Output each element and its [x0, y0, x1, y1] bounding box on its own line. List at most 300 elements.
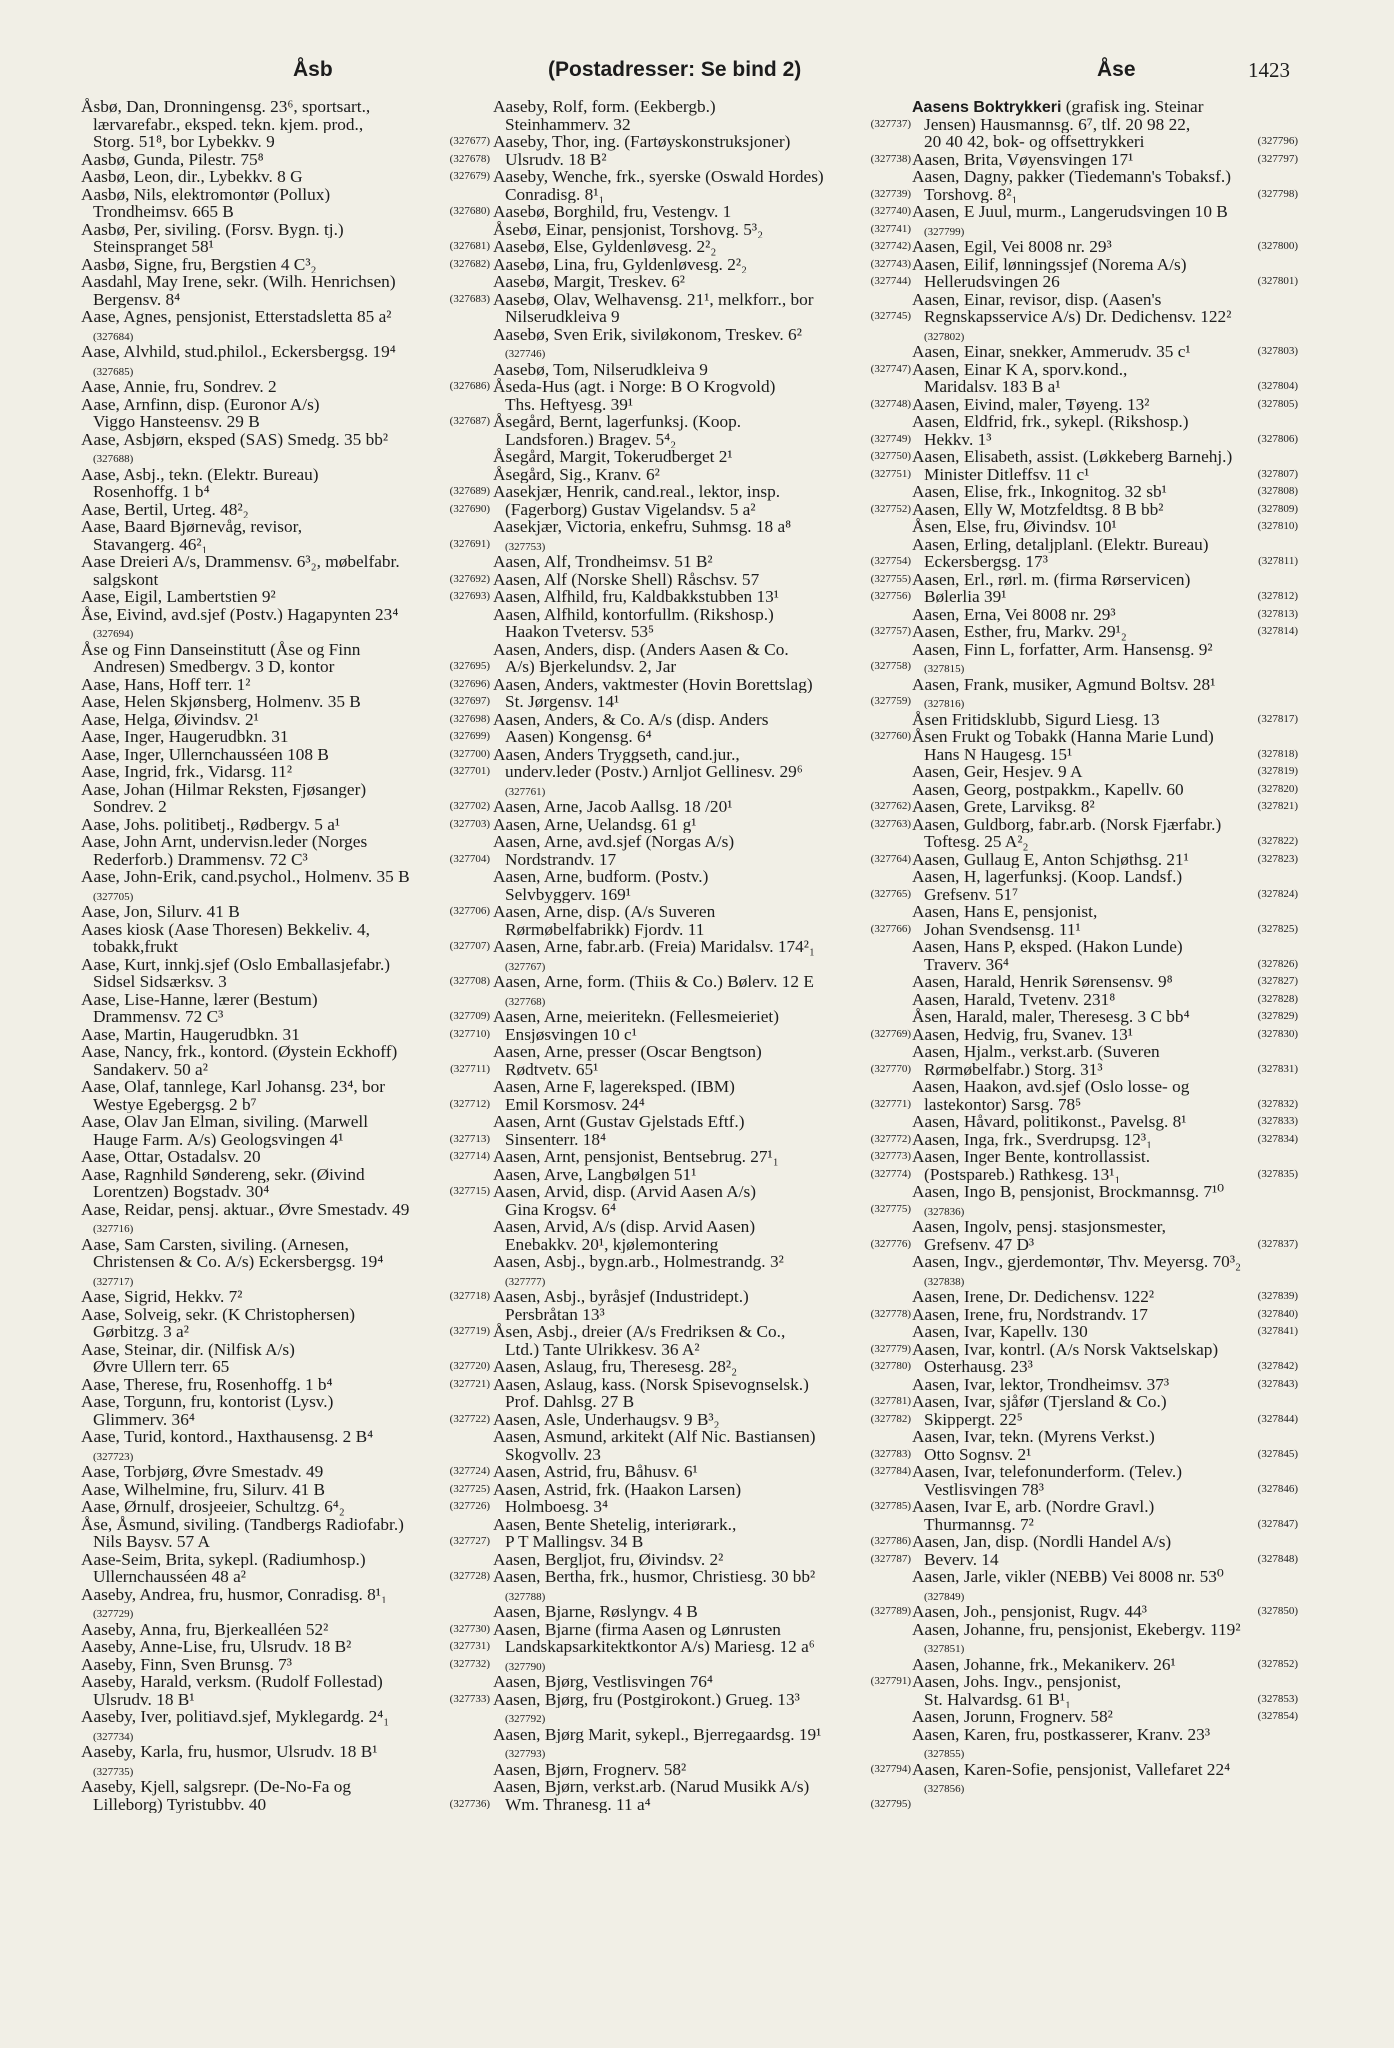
directory-line — [493, 1183, 911, 1201]
entry-text: Aasen, Arvid, A/s (disp. Arvid Aasen) — [493, 1218, 756, 1236]
entry-text: Åse og Finn Danseinstitutt (Åse og Finn — [81, 640, 361, 658]
directory-line — [81, 781, 490, 799]
directory-line — [493, 343, 911, 361]
directory-line — [81, 728, 490, 746]
entry-text: Aasen, Arne, Jacob Aallsg. 18 /20¹ — [493, 798, 733, 816]
entry-code: (327679) — [449, 170, 490, 182]
header-left-keyword: Åsb — [293, 58, 333, 81]
entry-text: Åsbø, Dan, Dronningensg. 23⁶, sportsart., — [81, 98, 371, 116]
entry-text: Traverv. 36⁴ — [924, 955, 1009, 973]
entry-text: Aase, Nancy, frk., kontord. (Øystein Eckhoff) — [81, 1043, 398, 1061]
entry-text: Sandakerv. 50 a² — [93, 1060, 208, 1078]
entry-text: Åse, Eivind, avd.sjef (Postv.) Hagapynten 23⁴ — [81, 605, 399, 623]
entry-code: (327813) — [1257, 607, 1298, 620]
entry-text: Aase, Inger, Ullernchausséen 108 B — [81, 745, 329, 763]
entry-code: (327732) — [449, 1657, 490, 1670]
directory-line — [81, 1761, 490, 1779]
directory-line — [81, 1533, 490, 1551]
directory-column-1 — [81, 98, 490, 2028]
directory-line — [81, 1743, 490, 1761]
directory-line — [493, 186, 911, 204]
entry-code: (327835) — [1257, 1167, 1298, 1180]
entry-text: Persbråtan 13³ — [505, 1305, 605, 1323]
directory-line — [912, 1761, 1298, 1779]
directory-line — [493, 606, 911, 624]
directory-line — [912, 641, 1298, 659]
entry-text: Aasen, Elly W, Motzfeldtsg. 8 B bb² — [912, 500, 1164, 518]
entry-text: Haakon Tvetersv. 53⁵ — [505, 623, 655, 641]
entry-code: (327839) — [1257, 1290, 1298, 1302]
entry-code: (327806) — [1257, 432, 1298, 445]
entry-code: (327787) — [870, 1552, 911, 1565]
directory-line — [81, 851, 490, 869]
entry-text: Aase, Ragnhild Søndereng, sekr. (Øivind — [81, 1165, 365, 1183]
entry-code: (327796) — [1257, 135, 1298, 147]
directory-line — [493, 291, 911, 309]
entry-code: (327844) — [1257, 1412, 1298, 1425]
entry-text: Aase, Lise-Hanne, lærer (Bestum) — [81, 990, 318, 1008]
entry-text: Aasen, H, lagerfunksj. (Koop. Landsf.) — [912, 868, 1183, 886]
entry-code: (327837) — [1257, 1237, 1298, 1250]
entry-text: Aasen, Bjørg Marit, sykepl., Bjerregaardsg. 19¹ — [493, 1725, 822, 1743]
entry-text: Aasen, Arne, disp. (A/s Suveren — [493, 903, 716, 921]
directory-line — [912, 571, 1298, 589]
directory-line — [81, 483, 490, 501]
entry-text: Osterhausg. 23³ — [924, 1358, 1033, 1376]
entry-code: (327747) — [870, 362, 911, 375]
entry-text: Aasen, Anders, & Co. A/s (disp. Anders — [493, 710, 769, 728]
directory-line — [493, 1376, 911, 1394]
directory-line — [81, 868, 490, 886]
entry-text: Hellerudsvingen 26 — [924, 273, 1060, 291]
entry-code: (327693) — [449, 590, 490, 602]
entry-code: (327696) — [449, 677, 490, 690]
directory-line — [81, 903, 490, 921]
directory-line — [912, 1306, 1298, 1324]
directory-line — [912, 256, 1298, 274]
entry-text: (327802) — [924, 330, 965, 343]
entry-text: Aasen, Alfhild, kontorfullm. (Rikshosp.) — [493, 605, 774, 623]
entry-code: (327758) — [870, 660, 911, 672]
directory-line — [912, 326, 1298, 344]
directory-line — [912, 483, 1298, 501]
directory-line — [81, 1148, 490, 1166]
entry-text: Aasen, Karen, fru, postkasserer, Kranv. 23³ — [912, 1725, 1211, 1743]
directory-line — [912, 1428, 1298, 1446]
entry-code: (327812) — [1257, 590, 1298, 602]
directory-line — [493, 711, 911, 729]
entry-text: Aasbø, Leon, dir., Lybekkv. 8 G — [81, 168, 303, 186]
entry-text: (327788) — [505, 1590, 546, 1603]
entry-text: Aase, Sigrid, Hekkv. 7² — [81, 1288, 243, 1306]
entry-text: Aase, Turid, kontord., Haxthausensg. 2 B⁴ — [81, 1428, 374, 1446]
entry-text: Rørmøbelfabr.) Storg. 31³ — [924, 1060, 1103, 1078]
entry-code: (327724) — [449, 1465, 490, 1477]
directory-line — [493, 448, 911, 466]
directory-line — [81, 1323, 490, 1341]
entry-code: (327719) — [449, 1325, 490, 1337]
entry-text: Minister Ditleffsv. 11 c¹ — [924, 465, 1090, 483]
directory-line — [912, 798, 1298, 816]
entry-text: Nordstrandv. 17 — [505, 850, 617, 868]
directory-line — [493, 1358, 911, 1376]
entry-code: (327800) — [1257, 240, 1298, 252]
directory-line — [81, 641, 490, 659]
entry-code: (327781) — [870, 1395, 911, 1407]
entry-text: Aasebø, Lina, fru, Gyldenløvesg. 2²₂ — [493, 255, 748, 273]
directory-line — [493, 1761, 911, 1779]
entry-code: (327832) — [1257, 1097, 1298, 1110]
entry-text: Aasen, Frank, musiker, Agmund Boltsv. 28¹ — [912, 675, 1216, 693]
directory-line — [81, 116, 490, 134]
entry-code: (327779) — [870, 1342, 911, 1355]
directory-line — [81, 1638, 490, 1656]
entry-text: Sinsenterr. 18⁴ — [505, 1130, 607, 1148]
entry-text: Aasen, Irene, Dr. Dedichensv. 122² — [912, 1288, 1155, 1306]
entry-code: (327745) — [870, 310, 911, 322]
entry-text: (327735) — [93, 1765, 134, 1778]
entry-code: (327762) — [870, 800, 911, 812]
page-header — [80, 58, 1290, 98]
directory-line — [493, 1008, 911, 1026]
directory-line — [81, 1691, 490, 1709]
entry-text: salgskont — [93, 570, 159, 588]
entry-text: Eckersbergsg. 17³ — [924, 553, 1048, 571]
entry-code: (327834) — [1257, 1132, 1298, 1145]
entry-text: Aasen, Alf (Norske Shell) Råschsv. 57 — [493, 570, 760, 588]
directory-line — [81, 431, 490, 449]
entry-text: Aasen, Ingo B, pensjonist, Brockmannsg. 7¹⁰ — [912, 1183, 1225, 1201]
entry-text: Aasen, Bjørg, Vestlisvingen 76⁴ — [493, 1673, 713, 1691]
entry-code: (327698) — [449, 712, 490, 725]
entry-text: Aase, Arnfinn, disp. (Euronor A/s) — [81, 395, 320, 413]
directory-line — [493, 1516, 911, 1534]
entry-text: Grefsenv. 47 D³ — [924, 1235, 1035, 1253]
entry-text: Aasen, Arne, avd.sjef (Norgas A/s) — [493, 833, 735, 851]
directory-line — [912, 1323, 1298, 1341]
directory-line — [493, 1096, 911, 1114]
entry-text: Skogvollv. 23 — [505, 1445, 601, 1463]
directory-line — [912, 466, 1298, 484]
entry-text: Aase, John-Erik, cand.psychol., Holmenv. 35 B — [81, 868, 410, 886]
directory-line — [912, 1708, 1298, 1726]
directory-line — [81, 1166, 490, 1184]
directory-line — [493, 1551, 911, 1569]
entry-text: Aase, Sam Carsten, siviling. (Arnesen, — [81, 1235, 349, 1253]
entry-text: Åsegård, Sig., Kranv. 6² — [493, 465, 660, 483]
entry-code: (327797) — [1257, 152, 1298, 165]
entry-code: (327757) — [870, 625, 911, 637]
entry-text: Aaseby, Wenche, frk., syerske (Oswald Hordes) — [493, 168, 824, 186]
entry-text: Aaseby, Anna, fru, Bjerkealléen 52² — [81, 1620, 329, 1638]
entry-text: Aasen) Kongensg. 6⁴ — [505, 728, 652, 746]
directory-line — [493, 308, 911, 326]
directory-line — [493, 413, 911, 431]
entry-code: (327683) — [449, 292, 490, 305]
directory-line — [912, 728, 1298, 746]
entry-text: Aase, Olav Jan Elman, siviling. (Marwell — [81, 1113, 368, 1131]
directory-line — [493, 168, 911, 186]
entry-text: Aasen, Ivar, telefonunderform. (Telev.) — [912, 1463, 1182, 1481]
entry-code: (327743) — [870, 257, 911, 270]
directory-line — [81, 1393, 490, 1411]
directory-line — [493, 273, 911, 291]
entry-text: Aase, John Arnt, undervisn.leder (Norges — [81, 833, 368, 851]
entry-code: (327809) — [1257, 502, 1298, 515]
directory-line — [81, 886, 490, 904]
directory-line — [493, 763, 911, 781]
directory-line — [81, 343, 490, 361]
directory-line — [912, 553, 1298, 571]
entry-code: (327831) — [1257, 1062, 1298, 1075]
directory-line — [81, 991, 490, 1009]
directory-line — [912, 1603, 1298, 1621]
entry-text: Aasen, Alf, Trondheimsv. 51 B² — [493, 553, 713, 571]
entry-text: Aase, Wilhelmine, fru, Silurv. 41 B — [81, 1480, 326, 1498]
entry-text: Aase, Annie, fru, Sondrev. 2 — [81, 378, 277, 396]
entry-text: Aase, Ingrid, frk., Vidarsg. 11² — [81, 763, 292, 781]
entry-text: Ullernchausséen 48 a² — [93, 1568, 246, 1586]
entry-code: (327725) — [449, 1482, 490, 1495]
entry-text: (327729) — [93, 1608, 134, 1620]
directory-line — [493, 238, 911, 256]
entry-text: Aase, Therese, fru, Rosenhoffg. 1 b⁴ — [81, 1375, 333, 1393]
entry-text: St. Jørgensv. 14¹ — [505, 693, 620, 711]
entry-text: Aaseby, Iver, politiavd.sjef, Myklegardg. 2⁴₁ — [81, 1708, 390, 1726]
entry-code: (327730) — [449, 1622, 490, 1635]
entry-text: Aasen, Gullaug E, Anton Schjøthsg. 21¹ — [912, 850, 1189, 868]
directory-line — [81, 1236, 490, 1254]
page-number: 1423 — [1248, 58, 1290, 82]
entry-text: Otto Sognsv. 2¹ — [924, 1445, 1032, 1463]
entry-code: (327718) — [449, 1290, 490, 1302]
entry-code: (327720) — [449, 1360, 490, 1372]
directory-line — [912, 693, 1298, 711]
entry-text: lærvarefabr., eksped. tekn. kjem. prod., — [93, 115, 364, 133]
entry-text: Aase, Olaf, tannlege, Karl Johansg. 23⁴, bor — [81, 1078, 386, 1096]
entry-text: Aasen, Bjørg, fru (Postgirokont.) Grueg. 13³ — [493, 1690, 800, 1708]
directory-line — [493, 903, 911, 921]
entry-text: Aasen, Johanne, frk., Mekanikerv. 26¹ — [912, 1655, 1176, 1673]
entry-text: Aaseby, Andrea, fru, husmor, Conradisg. 8¹₁ — [81, 1585, 387, 1603]
entry-code: (327772) — [870, 1132, 911, 1145]
directory-line — [912, 1376, 1298, 1394]
entry-text: Nils Baysv. 57 A — [93, 1533, 210, 1551]
directory-line — [493, 886, 911, 904]
directory-line — [81, 466, 490, 484]
entry-text: Aase, Eigil, Lambertstien 9² — [81, 588, 276, 606]
directory-line — [81, 1218, 490, 1236]
directory-line — [81, 133, 490, 151]
entry-text: P T Mallingsv. 34 B — [505, 1533, 644, 1551]
entry-code: (327850) — [1257, 1605, 1298, 1617]
directory-line — [912, 1078, 1298, 1096]
directory-line — [81, 1271, 490, 1289]
directory-line — [912, 903, 1298, 921]
entry-text: (327799) — [924, 225, 965, 238]
entry-text: Aasen, Ivar, tekn. (Myrens Verkst.) — [912, 1428, 1155, 1446]
directory-line — [81, 1656, 490, 1674]
directory-line — [912, 1638, 1298, 1656]
directory-line — [493, 868, 911, 886]
entry-code: (327846) — [1257, 1482, 1298, 1495]
directory-line — [81, 1096, 490, 1114]
entry-text: Wm. Thranesg. 11 a⁴ — [505, 1795, 651, 1813]
directory-line — [493, 1411, 911, 1429]
entry-text: Aasen, Erna, Vei 8008 nr. 29³ — [912, 605, 1116, 623]
entry-text: Aasen, Guldborg, fabr.arb. (Norsk Fjærfabr.) — [912, 815, 1222, 833]
entry-code: (327713) — [449, 1132, 490, 1145]
entry-code: (327708) — [449, 975, 490, 987]
directory-line — [912, 1201, 1298, 1219]
entry-code: (327829) — [1257, 1010, 1298, 1022]
entry-text: Aases kiosk (Aase Thoresen) Bekkeliv. 4, — [81, 920, 370, 938]
entry-text: Emil Korsmosv. 24⁴ — [505, 1095, 645, 1113]
entry-code: (327822) — [1257, 835, 1298, 847]
directory-line — [81, 816, 490, 834]
directory-line — [493, 1236, 911, 1254]
directory-line — [81, 1726, 490, 1744]
entry-text: Aase, Hans, Hoff terr. 1² — [81, 675, 251, 693]
directory-line — [912, 851, 1298, 869]
directory-line — [81, 273, 490, 291]
entry-text: Aasen, Haakon, avd.sjef (Oslo losse- og — [912, 1078, 1190, 1096]
directory-line — [81, 1673, 490, 1691]
entry-code: (327782) — [870, 1412, 911, 1425]
directory-line — [493, 1428, 911, 1446]
entry-text: Øvre Ullern terr. 65 — [93, 1358, 230, 1376]
entry-text: Aasen, Bjørn, verkst.arb. (Narud Musikk A/s) — [493, 1778, 810, 1796]
directory-line — [81, 1026, 490, 1044]
entry-text: Aaseby, Rolf, form. (Eekbergb.) — [493, 98, 716, 116]
directory-line — [912, 448, 1298, 466]
directory-line — [493, 1621, 911, 1639]
entry-text: Lorentzen) Bogstadv. 30⁴ — [93, 1183, 270, 1201]
directory-line — [493, 938, 911, 956]
directory-line — [912, 1551, 1298, 1569]
directory-line — [493, 1131, 911, 1149]
entry-text: Aasen, Astrid, fru, Båhusv. 6¹ — [493, 1463, 698, 1481]
directory-line — [81, 921, 490, 939]
directory-line — [81, 291, 490, 309]
directory-line — [912, 1341, 1298, 1359]
entry-text: Aase, Johan (Hilmar Reksten, Fjøsanger) — [81, 780, 367, 798]
directory-line — [81, 256, 490, 274]
entry-text: Aasen, Hans P, eksped. (Hakon Lunde) — [912, 938, 1183, 956]
entry-text: Aasen, Aslaug, kass. (Norsk Spisevognselsk.) — [493, 1375, 809, 1393]
directory-line — [493, 1026, 911, 1044]
entry-code: (327692) — [449, 572, 490, 585]
directory-line — [493, 1306, 911, 1324]
entry-code: (327810) — [1257, 520, 1298, 532]
entry-text: Aasen, Erling, detaljplanl. (Elektr. Bureau) — [912, 535, 1209, 553]
entry-text: Åseda-Hus (agt. i Norge: B O Krogvold) — [493, 378, 776, 396]
entry-text: Aasebø, Else, Gyldenløvesg. 2²₂ — [493, 238, 717, 256]
directory-line — [493, 1796, 911, 1814]
entry-text: Aasen, Jorunn, Frognerv. 58² — [912, 1708, 1113, 1726]
entry-code: (327814) — [1257, 625, 1298, 637]
directory-line — [81, 1043, 490, 1061]
entry-text: Drammensv. 72 C³ — [93, 1008, 224, 1026]
entry-code: (327770) — [870, 1062, 911, 1075]
directory-line — [912, 168, 1298, 186]
directory-line — [912, 676, 1298, 694]
entry-text: Aase, Torbjørg, Øvre Smestadv. 49 — [81, 1463, 324, 1481]
entry-text: Aasen, Eldfrid, frk., sykepl. (Rikshosp.) — [912, 413, 1189, 431]
entry-code: (327824) — [1257, 887, 1298, 900]
entry-text: Aasen, Grete, Larviksg. 8² — [912, 798, 1095, 816]
directory-line — [81, 1708, 490, 1726]
directory-line — [81, 553, 490, 571]
entry-text: Selvbyggerv. 169¹ — [505, 885, 631, 903]
directory-line — [912, 1131, 1298, 1149]
directory-line — [81, 501, 490, 519]
directory-line — [81, 221, 490, 239]
entry-code: (327821) — [1257, 800, 1298, 812]
entry-code: (327738) — [870, 152, 911, 165]
directory-line — [912, 1656, 1298, 1674]
entry-code: (327853) — [1257, 1692, 1298, 1705]
directory-line — [912, 291, 1298, 309]
entry-text: Aasen, Ingv., gjerdemontør, Thv. Meyersg. 70³₂ — [912, 1253, 1242, 1271]
entry-text: Aasen, Einar, snekker, Ammerudv. 35 c¹ — [912, 343, 1191, 361]
directory-line — [493, 1743, 911, 1761]
directory-line — [81, 326, 490, 344]
entry-text: Åsegård, Margit, Tokerudberget 2¹ — [493, 448, 733, 466]
entry-text: Stavangerg. 46²₁ — [93, 535, 208, 553]
entry-text: Aasen, Brita, Vøyensvingen 17¹ — [912, 150, 1134, 168]
entry-text: Aase, Ørnulf, drosjeeier, Schultzg. 6⁴₂ — [81, 1498, 345, 1516]
directory-line — [912, 711, 1298, 729]
directory-line — [493, 1673, 911, 1691]
directory-line — [912, 1148, 1298, 1166]
entry-code: (327804) — [1257, 380, 1298, 392]
entry-text: Aasen, Georg, postpakkm., Kapellv. 60 — [912, 780, 1184, 798]
entry-code: (327823) — [1257, 852, 1298, 865]
directory-line — [493, 133, 911, 151]
entry-text: Aasen, Håvard, politikonst., Pavelsg. 8¹ — [912, 1113, 1187, 1131]
directory-line — [81, 1516, 490, 1534]
directory-line — [912, 1446, 1298, 1464]
entry-code: (327744) — [870, 275, 911, 287]
entry-code: (327760) — [870, 730, 911, 742]
directory-line — [493, 973, 911, 991]
entry-code: (327830) — [1257, 1027, 1298, 1040]
directory-line — [493, 728, 911, 746]
entry-text: Åsen Frukt og Tobakk (Hanna Marie Lund) — [912, 728, 1214, 746]
entry-code: (327749) — [870, 432, 911, 445]
entry-text: Aase, Helga, Øivindsv. 2¹ — [81, 710, 259, 728]
directory-line — [912, 956, 1298, 974]
entry-text: Torshovg. 8²₁ — [924, 185, 1018, 203]
directory-line — [912, 1358, 1298, 1376]
directory-line — [81, 378, 490, 396]
directory-line — [81, 1341, 490, 1359]
entry-text: Storg. 51⁸, bor Lybekkv. 9 — [93, 133, 275, 151]
entry-text: Aasen, Elise, frk., Inkognitog. 32 sb¹ — [912, 483, 1167, 501]
directory-line — [493, 1586, 911, 1604]
entry-code: (327845) — [1257, 1447, 1298, 1460]
directory-line — [493, 1481, 911, 1499]
entry-text: Aasen, Ivar, kontrl. (A/s Norsk Vaktselskap) — [912, 1340, 1219, 1358]
entry-text: Åsen, Else, fru, Øivindsv. 10¹ — [912, 518, 1117, 536]
entry-text: Aase, Solveig, sekr. (K Christophersen) — [81, 1305, 356, 1323]
entry-text: Aase, Baard Bjørnevåg, revisor, — [81, 518, 303, 536]
entry-code: (327794) — [870, 1762, 911, 1775]
directory-line — [912, 1166, 1298, 1184]
directory-line — [81, 1306, 490, 1324]
entry-text: Aasen, Inger Bente, kontrollassist. — [912, 1148, 1151, 1166]
